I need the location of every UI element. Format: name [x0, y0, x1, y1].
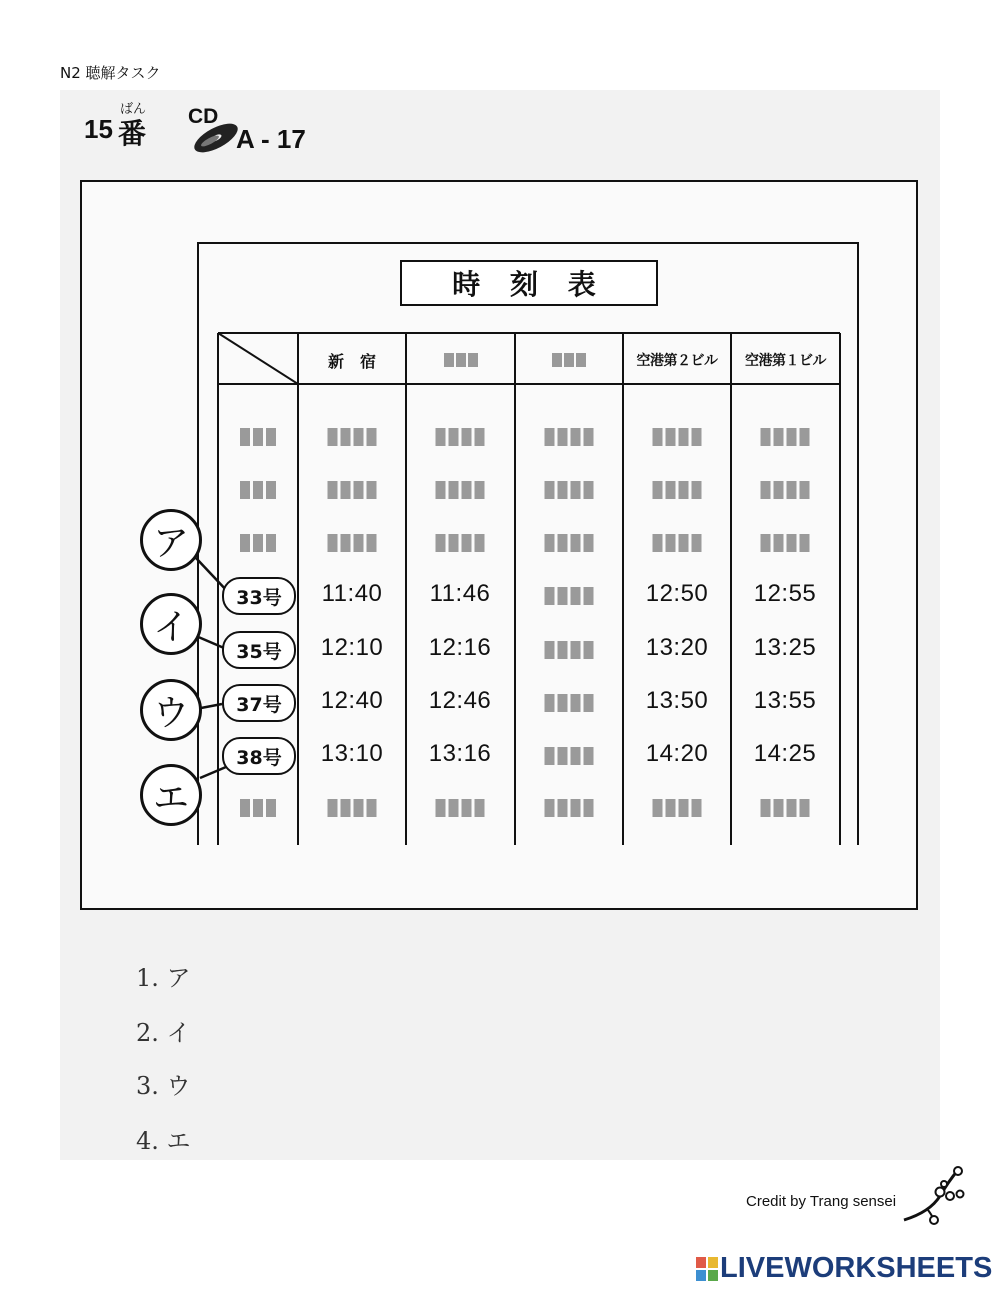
hidden-value-block	[774, 428, 784, 446]
hidden-value-block	[354, 481, 364, 499]
hidden-value-block	[800, 799, 810, 817]
hidden-value-block	[354, 534, 364, 552]
hidden-value-block	[558, 428, 568, 446]
hidden-value-block	[462, 481, 472, 499]
hidden-value-block	[558, 641, 568, 659]
hidden-value-block	[666, 481, 676, 499]
liveworksheets-brand[interactable]	[696, 1252, 992, 1285]
hidden-value-block	[571, 799, 581, 817]
answer-option[interactable]: 2. イ	[136, 1019, 191, 1047]
hidden-value-block	[253, 481, 263, 499]
train-number-badge: 37号	[222, 684, 296, 722]
hidden-value-block	[240, 481, 250, 499]
hidden-value-block	[774, 799, 784, 817]
hidden-value-block	[449, 799, 459, 817]
hidden-value-block	[679, 428, 689, 446]
hidden-value-block	[653, 534, 663, 552]
hidden-value-block	[584, 799, 594, 817]
hidden-value-block	[475, 799, 485, 817]
marker-a: ア	[140, 509, 202, 571]
hidden-value-block	[584, 534, 594, 552]
hidden-value-block	[545, 694, 555, 712]
cd-track-label: A - 17	[236, 124, 306, 154]
hidden-value-block	[666, 534, 676, 552]
hidden-value-block	[449, 428, 459, 446]
answer-option[interactable]: 4. エ	[136, 1127, 191, 1155]
hidden-value-block	[328, 799, 338, 817]
hidden-value-block	[800, 534, 810, 552]
hidden-value-block	[679, 534, 689, 552]
hidden-value-block	[266, 534, 276, 552]
hidden-value-block	[436, 481, 446, 499]
hidden-value-block	[475, 534, 485, 552]
hidden-value-block	[341, 799, 351, 817]
hidden-value-block	[436, 534, 446, 552]
hidden-value-block	[354, 799, 364, 817]
hidden-value-block	[666, 799, 676, 817]
hidden-value-block	[367, 428, 377, 446]
hidden-value-block	[692, 428, 702, 446]
hidden-value-block	[571, 694, 581, 712]
hidden-value-block	[558, 534, 568, 552]
time-cell: 12:50	[645, 580, 709, 607]
hidden-value-block	[253, 534, 263, 552]
hidden-value-block	[266, 428, 276, 446]
hidden-value-block	[354, 428, 364, 446]
answer-option[interactable]: 1. ア	[136, 964, 191, 992]
time-cell: 14:25	[753, 740, 817, 767]
marker-i: イ	[140, 593, 202, 655]
hidden-value-block	[545, 534, 555, 552]
hidden-value-block	[462, 534, 472, 552]
train-number-badge: 38号	[222, 737, 296, 775]
column-header-airport-terminal-1: 空港第１ビル	[745, 353, 826, 369]
time-cell: 13:55	[753, 687, 817, 714]
time-cell: 13:16	[428, 740, 492, 767]
hidden-value-block	[436, 428, 446, 446]
hidden-value-block	[341, 534, 351, 552]
credit-text: Credit by Trang sensei	[746, 1193, 897, 1210]
marker-e: エ	[140, 764, 202, 826]
column-header-airport-terminal-2: 空港第２ビル	[636, 353, 718, 369]
hidden-value-block	[584, 747, 594, 765]
hidden-value-block	[328, 428, 338, 446]
hidden-value-block	[240, 534, 250, 552]
hidden-value-block	[449, 534, 459, 552]
hidden-value-block	[545, 587, 555, 605]
hidden-value-block	[584, 694, 594, 712]
hidden-value-block	[341, 428, 351, 446]
hidden-value-block	[679, 481, 689, 499]
hidden-value-block	[571, 534, 581, 552]
time-cell: 13:10	[320, 740, 384, 767]
train-number-badge: 33号	[222, 577, 296, 615]
hidden-value-block	[571, 587, 581, 605]
time-cell: 13:50	[645, 687, 709, 714]
time-cell: 12:46	[428, 687, 492, 714]
hidden-value-block	[240, 428, 250, 446]
hidden-value-block	[545, 481, 555, 499]
hidden-value-block	[328, 534, 338, 552]
hidden-value-block	[761, 534, 771, 552]
hidden-value-block	[692, 534, 702, 552]
hidden-value-block	[761, 481, 771, 499]
hidden-value-block	[571, 747, 581, 765]
column-header-shinjuku: 新 宿	[327, 351, 376, 371]
time-cell: 12:55	[753, 580, 817, 607]
hidden-value-block	[571, 481, 581, 499]
hidden-value-block	[653, 481, 663, 499]
hidden-value-block	[787, 481, 797, 499]
hidden-value-block	[367, 481, 377, 499]
hidden-value-block	[800, 428, 810, 446]
hidden-value-block	[341, 481, 351, 499]
hidden-value-block	[545, 428, 555, 446]
time-cell: 13:25	[753, 634, 817, 661]
hidden-value-block	[266, 481, 276, 499]
time-cell: 12:16	[428, 634, 492, 661]
hidden-value-block	[240, 799, 250, 817]
hidden-value-block	[449, 481, 459, 499]
column-header-hidden-1	[406, 336, 515, 384]
hidden-value-block	[584, 428, 594, 446]
brand-text: LIVEWORKSHEETS	[720, 1252, 993, 1284]
liveworksheets-logo-icon	[696, 1257, 718, 1281]
hidden-value-block	[761, 428, 771, 446]
hidden-value-block	[545, 641, 555, 659]
time-cell: 11:46	[429, 580, 491, 607]
hidden-value-block	[545, 799, 555, 817]
hidden-value-block	[787, 534, 797, 552]
hidden-value-block	[367, 799, 377, 817]
train-number-badge: 35号	[222, 631, 296, 669]
hidden-value-block	[584, 587, 594, 605]
hidden-value-block	[475, 428, 485, 446]
timetable-title: 時 刻 表	[400, 260, 658, 306]
hidden-value-block	[692, 481, 702, 499]
blossom-branch-icon	[900, 1162, 970, 1230]
cd-label: CD	[188, 105, 219, 128]
hidden-value-block	[367, 534, 377, 552]
time-cell: 14:20	[645, 740, 709, 767]
hidden-value-block	[666, 428, 676, 446]
time-cell: 12:10	[320, 634, 384, 661]
question-ruby: ばん	[120, 102, 147, 117]
hidden-value-block	[462, 428, 472, 446]
hidden-value-block	[800, 481, 810, 499]
hidden-value-block	[558, 799, 568, 817]
hidden-value-block	[253, 428, 263, 446]
answer-option[interactable]: 3. ウ	[136, 1072, 191, 1100]
hidden-value-block	[462, 799, 472, 817]
hidden-value-block	[787, 799, 797, 817]
hidden-value-block	[653, 428, 663, 446]
hidden-value-block	[253, 799, 263, 817]
hidden-value-block	[266, 799, 276, 817]
hidden-value-block	[679, 799, 689, 817]
hidden-value-block	[584, 641, 594, 659]
hidden-value-block	[787, 428, 797, 446]
hidden-value-block	[571, 428, 581, 446]
hidden-value-block	[558, 587, 568, 605]
time-cell: 12:40	[320, 687, 384, 714]
hidden-value-block	[571, 641, 581, 659]
hidden-value-block	[558, 694, 568, 712]
column-header-hidden-2	[515, 336, 623, 384]
hidden-value-block	[475, 481, 485, 499]
time-cell: 13:20	[645, 634, 709, 661]
hidden-value-block	[436, 799, 446, 817]
hidden-value-block	[328, 481, 338, 499]
worksheet-header: N2 聴解タスク	[60, 64, 161, 82]
hidden-value-block	[584, 481, 594, 499]
question-counter-kanji: 番	[118, 117, 147, 150]
hidden-value-block	[774, 534, 784, 552]
hidden-value-block	[653, 799, 663, 817]
hidden-value-block	[558, 747, 568, 765]
hidden-value-block	[545, 747, 555, 765]
hidden-value-block	[558, 481, 568, 499]
time-cell: 11:40	[321, 580, 383, 607]
marker-u: ウ	[140, 679, 202, 741]
hidden-value-block	[774, 481, 784, 499]
hidden-value-block	[761, 799, 771, 817]
hidden-value-block	[692, 799, 702, 817]
question-number: 15	[84, 114, 113, 144]
